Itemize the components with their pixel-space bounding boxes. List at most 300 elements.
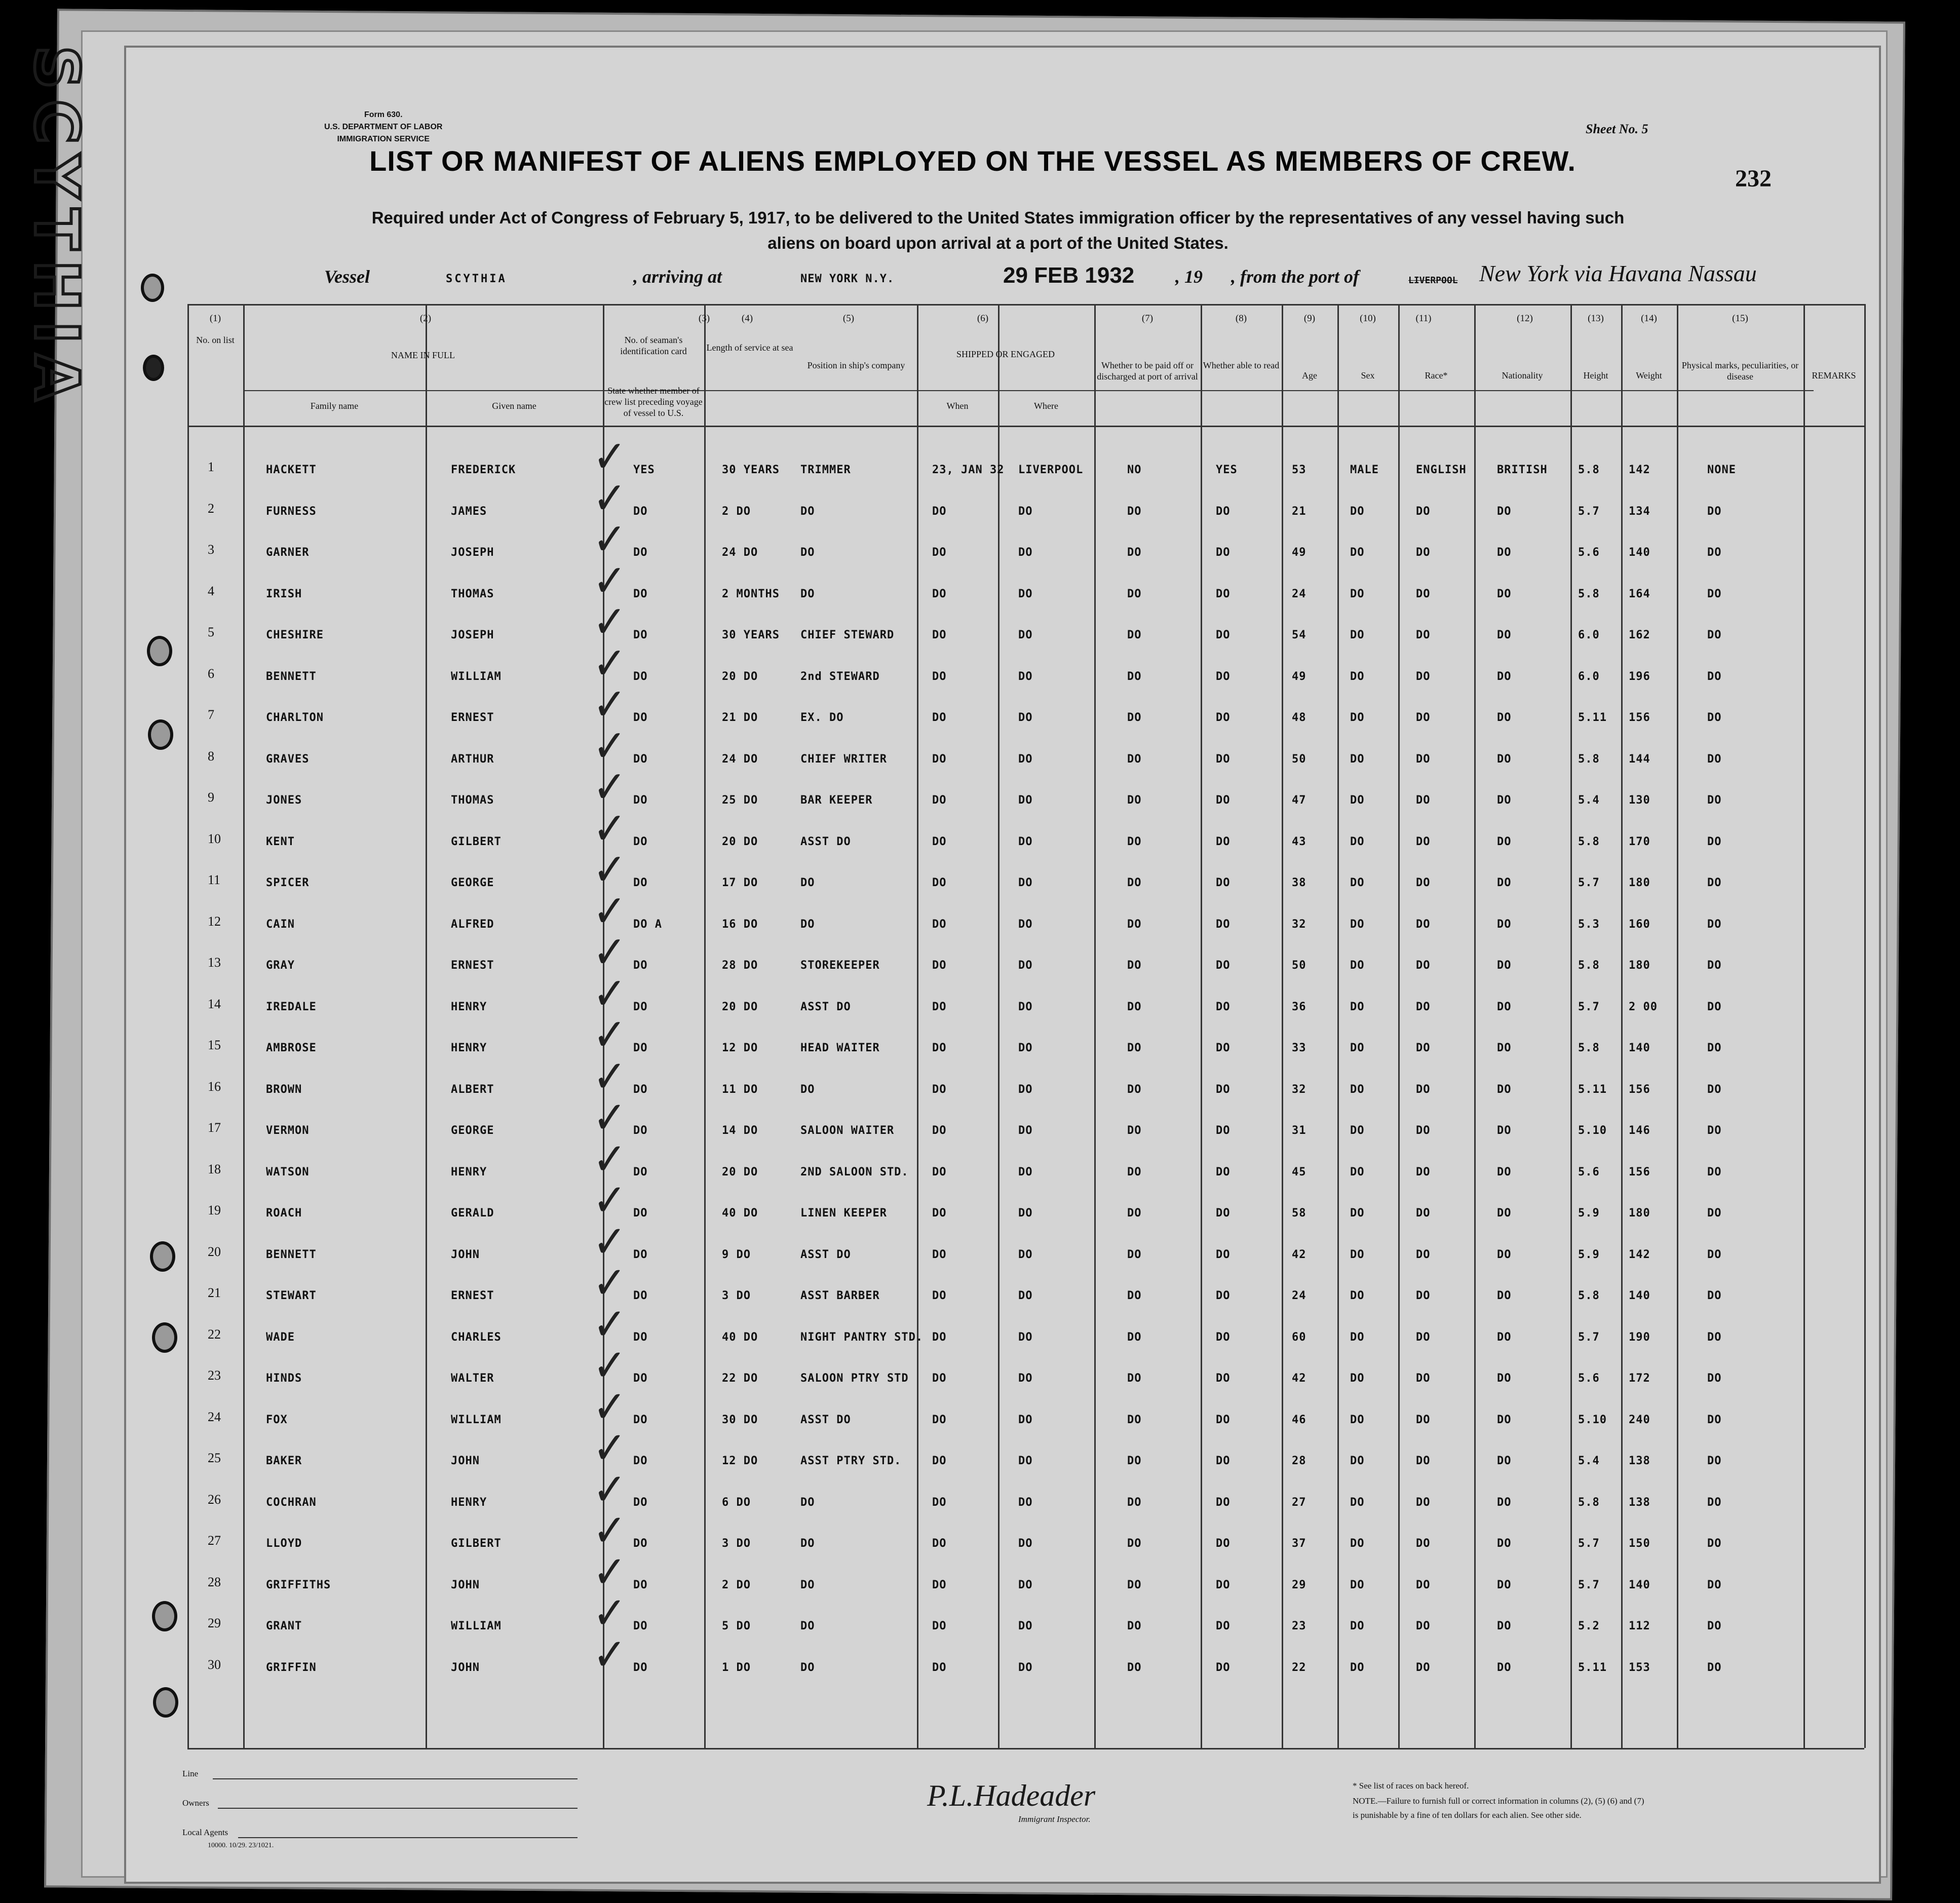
cell-where: DO bbox=[1018, 1620, 1033, 1632]
cell-sex: DO bbox=[1350, 1207, 1365, 1220]
cell-family: FOX bbox=[266, 1413, 288, 1426]
cell-age: 49 bbox=[1292, 546, 1306, 559]
column-header-able-to-read: Whether able to read bbox=[1203, 360, 1280, 370]
cell-paid: DO bbox=[1127, 1000, 1142, 1013]
cell-race: DO bbox=[1416, 1042, 1431, 1054]
cell-service: 28 DO bbox=[722, 959, 758, 972]
cell-sex: DO bbox=[1350, 1042, 1365, 1054]
cell-crew: DO bbox=[633, 1083, 648, 1096]
column-rule bbox=[1677, 304, 1678, 1748]
cell-race: DO bbox=[1416, 1578, 1431, 1591]
column-header-length-of-service: Length of service at sea bbox=[706, 342, 793, 353]
sheet-number: Sheet No. 5 bbox=[1586, 122, 1648, 136]
cell-given: HENRY bbox=[451, 1000, 487, 1013]
row-number: 28 bbox=[208, 1574, 221, 1589]
cell-where: DO bbox=[1018, 794, 1033, 807]
cell-where: DO bbox=[1018, 1537, 1033, 1550]
cell-nat: BRITISH bbox=[1497, 464, 1548, 476]
cell-position: HEAD WAITER bbox=[800, 1042, 880, 1054]
cell-crew: DO bbox=[633, 1289, 648, 1302]
column-header-weight: Weight bbox=[1636, 370, 1662, 380]
cell-paid: DO bbox=[1127, 711, 1142, 724]
cell-crew: DO bbox=[633, 794, 648, 807]
cell-where: DO bbox=[1018, 1413, 1033, 1426]
cell-crew: DO bbox=[633, 1000, 648, 1013]
column-rule bbox=[243, 304, 245, 1748]
cell-paid: DO bbox=[1127, 877, 1142, 889]
cell-age: 24 bbox=[1292, 1289, 1306, 1302]
cell-sex: DO bbox=[1350, 1165, 1365, 1178]
column-header-family-name: Family name bbox=[310, 401, 359, 411]
column-rule bbox=[1803, 304, 1805, 1748]
column-rule bbox=[1474, 304, 1476, 1748]
form-header: Form 630. U.S. DEPARTMENT OF LABOR IMMIGRATION SERVICE bbox=[324, 110, 443, 143]
rule bbox=[218, 1808, 578, 1809]
cell-marks: DO bbox=[1707, 1165, 1722, 1178]
cell-weight: 172 bbox=[1629, 1372, 1650, 1385]
cell-when: DO bbox=[932, 1083, 947, 1096]
cell-given: GERALD bbox=[451, 1207, 494, 1220]
column-header-remarks: REMARKS bbox=[1812, 370, 1856, 380]
check-mark: ✓ bbox=[593, 596, 627, 648]
cell-family: GRIFFIN bbox=[266, 1661, 317, 1674]
check-mark: ✓ bbox=[593, 1174, 627, 1226]
cell-family: FURNESS bbox=[266, 505, 317, 518]
cell-given: WILLIAM bbox=[451, 670, 502, 683]
cell-sex: DO bbox=[1350, 1455, 1365, 1467]
cell-family: COCHRAN bbox=[266, 1496, 317, 1509]
cell-weight: 180 bbox=[1629, 959, 1650, 972]
cell-nat: DO bbox=[1497, 959, 1512, 972]
cell-race: DO bbox=[1416, 546, 1431, 559]
cell-crew: DO bbox=[633, 1455, 648, 1467]
cell-age: 53 bbox=[1292, 464, 1306, 476]
cell-family: CHARLTON bbox=[266, 711, 324, 724]
cell-crew: DO bbox=[633, 1124, 648, 1137]
cell-when: DO bbox=[932, 752, 947, 766]
cell-service: 20 DO bbox=[722, 1000, 758, 1013]
cell-race: DO bbox=[1416, 1413, 1431, 1426]
cell-given: GEORGE bbox=[451, 1124, 494, 1137]
cell-weight: 153 bbox=[1629, 1661, 1650, 1674]
cell-nat: DO bbox=[1497, 1083, 1512, 1096]
cell-age: 33 bbox=[1292, 1042, 1306, 1054]
cell-age: 32 bbox=[1292, 1083, 1306, 1096]
cell-race: DO bbox=[1416, 1496, 1431, 1509]
cell-given: JOSEPH bbox=[451, 546, 494, 559]
cell-marks: DO bbox=[1707, 794, 1722, 807]
cell-when: DO bbox=[932, 1372, 947, 1385]
cell-race: DO bbox=[1416, 1372, 1431, 1385]
cell-weight: 170 bbox=[1629, 835, 1650, 848]
cell-position: ASST DO bbox=[800, 1413, 851, 1426]
cell-age: 47 bbox=[1292, 794, 1306, 807]
row-number: 26 bbox=[208, 1492, 221, 1507]
cell-crew: DO bbox=[633, 752, 648, 766]
cell-when: DO bbox=[932, 1413, 947, 1426]
check-mark: ✓ bbox=[593, 1215, 627, 1268]
cell-paid: DO bbox=[1127, 1413, 1142, 1426]
cell-crew: DO bbox=[633, 1578, 648, 1591]
arriving-label: , arriving at bbox=[633, 267, 722, 287]
row-number: 10 bbox=[208, 831, 221, 846]
cell-sex: DO bbox=[1350, 1578, 1365, 1591]
cell-position: NIGHT PANTRY STD. bbox=[800, 1330, 924, 1344]
check-mark: ✓ bbox=[593, 431, 627, 483]
cell-nat: DO bbox=[1497, 1413, 1512, 1426]
cell-race: DO bbox=[1416, 918, 1431, 931]
races-note: * See list of races on back hereof. bbox=[1353, 1781, 1469, 1791]
cell-position: DO bbox=[800, 1661, 815, 1674]
cell-service: 11 DO bbox=[722, 1083, 758, 1096]
row-number: 4 bbox=[208, 583, 214, 598]
cell-read: DO bbox=[1216, 1496, 1231, 1509]
cell-marks: DO bbox=[1707, 670, 1722, 683]
cell-marks: DO bbox=[1707, 1537, 1722, 1550]
cell-weight: 180 bbox=[1629, 877, 1650, 889]
cell-service: 9 DO bbox=[722, 1248, 751, 1261]
cell-weight: 160 bbox=[1629, 918, 1650, 931]
cell-paid: DO bbox=[1127, 1248, 1142, 1261]
cell-height: 5.8 bbox=[1578, 1496, 1600, 1509]
cell-where: DO bbox=[1018, 1661, 1033, 1674]
cell-marks: NONE bbox=[1707, 464, 1736, 476]
cell-race: DO bbox=[1416, 1248, 1431, 1261]
line-label: Line bbox=[182, 1769, 199, 1778]
row-number: 25 bbox=[208, 1451, 221, 1465]
cell-given: THOMAS bbox=[451, 587, 494, 600]
cell-read: DO bbox=[1216, 835, 1231, 848]
cell-read: DO bbox=[1216, 1455, 1231, 1467]
column-header-shipped-or-engaged: SHIPPED OR ENGAGED bbox=[956, 349, 1055, 359]
cell-marks: DO bbox=[1707, 835, 1722, 848]
cell-weight: 140 bbox=[1629, 1289, 1650, 1302]
cell-height: 5.8 bbox=[1578, 835, 1600, 848]
cell-given: ERNEST bbox=[451, 711, 494, 724]
cell-height: 5.11 bbox=[1578, 711, 1607, 724]
column-number: (4) bbox=[741, 313, 753, 324]
cell-height: 5.7 bbox=[1578, 1330, 1600, 1344]
cell-marks: DO bbox=[1707, 1289, 1722, 1302]
cell-nat: DO bbox=[1497, 835, 1512, 848]
cell-sex: DO bbox=[1350, 1124, 1365, 1137]
cell-where: DO bbox=[1018, 1578, 1033, 1591]
cell-position: DO bbox=[800, 546, 815, 559]
cell-family: JONES bbox=[266, 794, 302, 807]
cell-family: HINDS bbox=[266, 1372, 302, 1385]
cell-weight: 112 bbox=[1629, 1620, 1650, 1632]
cell-paid: DO bbox=[1127, 1578, 1142, 1591]
cell-race: DO bbox=[1416, 1537, 1431, 1550]
cell-age: 22 bbox=[1292, 1661, 1306, 1674]
cell-service: 6 DO bbox=[722, 1496, 751, 1509]
cell-position: 2ND SALOON STD. bbox=[800, 1165, 909, 1178]
cell-crew: DO bbox=[633, 1620, 648, 1632]
cell-age: 24 bbox=[1292, 587, 1306, 600]
cell-crew: DO bbox=[633, 1330, 648, 1344]
cell-nat: DO bbox=[1497, 1330, 1512, 1344]
row-number: 22 bbox=[208, 1326, 221, 1342]
cell-given: GILBERT bbox=[451, 1537, 502, 1550]
cell-weight: 140 bbox=[1629, 546, 1650, 559]
cell-paid: DO bbox=[1127, 1496, 1142, 1509]
cell-weight: 190 bbox=[1629, 1330, 1650, 1344]
column-rule bbox=[1864, 304, 1866, 1748]
cell-nat: DO bbox=[1497, 1496, 1512, 1509]
cell-family: SPICER bbox=[266, 877, 310, 889]
cell-sex: DO bbox=[1350, 587, 1365, 600]
cell-family: GRAVES bbox=[266, 752, 310, 766]
cell-where: DO bbox=[1018, 1165, 1033, 1178]
cell-marks: DO bbox=[1707, 1372, 1722, 1385]
check-mark: ✓ bbox=[593, 1091, 627, 1144]
cell-service: 14 DO bbox=[722, 1124, 758, 1137]
cell-height: 5.10 bbox=[1578, 1124, 1607, 1137]
cell-paid: DO bbox=[1127, 546, 1142, 559]
cell-race: DO bbox=[1416, 1000, 1431, 1013]
cell-weight: 240 bbox=[1629, 1413, 1650, 1426]
column-header-sex: Sex bbox=[1361, 370, 1375, 380]
cell-position: DO bbox=[800, 505, 815, 518]
cell-position: DO bbox=[800, 918, 815, 931]
cell-family: CAIN bbox=[266, 918, 295, 931]
cell-marks: DO bbox=[1707, 752, 1722, 766]
cell-where: DO bbox=[1018, 505, 1033, 518]
cell-age: 28 bbox=[1292, 1455, 1306, 1467]
cell-height: 5.7 bbox=[1578, 1537, 1600, 1550]
check-mark: ✓ bbox=[593, 1298, 627, 1350]
cell-given: JOHN bbox=[451, 1578, 480, 1591]
row-number: 17 bbox=[208, 1120, 221, 1135]
column-rule bbox=[917, 304, 918, 1748]
column-header-where: Where bbox=[1034, 401, 1058, 411]
cell-where: DO bbox=[1018, 546, 1033, 559]
arriving-port: NEW YORK N.Y. bbox=[800, 273, 895, 285]
cell-nat: DO bbox=[1497, 711, 1512, 724]
cell-where: DO bbox=[1018, 918, 1033, 931]
cell-given: ERNEST bbox=[451, 1289, 494, 1302]
cell-age: 27 bbox=[1292, 1496, 1306, 1509]
cell-service: 20 DO bbox=[722, 670, 758, 683]
cell-read: DO bbox=[1216, 546, 1231, 559]
cell-marks: DO bbox=[1707, 918, 1722, 931]
check-mark: ✓ bbox=[593, 1050, 627, 1102]
cell-weight: 142 bbox=[1629, 1248, 1650, 1261]
rule bbox=[213, 1778, 578, 1779]
column-rule bbox=[1570, 304, 1572, 1748]
cell-crew: DO bbox=[633, 629, 648, 641]
cell-age: 29 bbox=[1292, 1578, 1306, 1591]
cell-position: DO bbox=[800, 1620, 815, 1632]
cell-weight: 134 bbox=[1629, 505, 1650, 518]
cell-nat: DO bbox=[1497, 1578, 1512, 1591]
cell-height: 5.6 bbox=[1578, 1372, 1600, 1385]
cell-position: ASST BARBER bbox=[800, 1289, 880, 1302]
cell-given: HENRY bbox=[451, 1496, 487, 1509]
rule bbox=[187, 426, 1864, 427]
cell-read: DO bbox=[1216, 1413, 1231, 1426]
row-number: 21 bbox=[208, 1285, 221, 1300]
cell-height: 5.4 bbox=[1578, 1455, 1600, 1467]
column-number: (6) bbox=[977, 313, 989, 324]
cell-age: 58 bbox=[1292, 1207, 1306, 1220]
binder-label: SCYTHIA bbox=[21, 46, 91, 411]
cell-nat: DO bbox=[1497, 1042, 1512, 1054]
cell-given: HENRY bbox=[451, 1165, 487, 1178]
column-rule bbox=[1282, 304, 1283, 1748]
rule bbox=[187, 304, 1864, 306]
cell-crew: DO bbox=[633, 835, 648, 848]
cell-height: 5.2 bbox=[1578, 1620, 1600, 1632]
cell-weight: 162 bbox=[1629, 629, 1650, 641]
cell-age: 60 bbox=[1292, 1330, 1306, 1344]
cell-service: 22 DO bbox=[722, 1372, 758, 1385]
cell-where: DO bbox=[1018, 587, 1033, 600]
cell-paid: DO bbox=[1127, 752, 1142, 766]
cell-service: 2 MONTHS bbox=[722, 587, 780, 600]
cell-paid: DO bbox=[1127, 918, 1142, 931]
row-number: 18 bbox=[208, 1161, 221, 1176]
cell-nat: DO bbox=[1497, 794, 1512, 807]
check-mark: ✓ bbox=[593, 1545, 627, 1598]
cell-paid: DO bbox=[1127, 1165, 1142, 1178]
cell-sex: DO bbox=[1350, 1537, 1365, 1550]
cell-when: DO bbox=[932, 1124, 947, 1137]
cell-read: DO bbox=[1216, 877, 1231, 889]
cell-age: 32 bbox=[1292, 918, 1306, 931]
cell-sex: DO bbox=[1350, 1330, 1365, 1344]
cell-where: DO bbox=[1018, 1000, 1033, 1013]
cell-when: DO bbox=[932, 1578, 947, 1591]
punch-hole bbox=[152, 1322, 177, 1353]
inspector-signature: P.L.Hadeader bbox=[927, 1779, 1096, 1812]
check-mark: ✓ bbox=[593, 1422, 627, 1474]
check-mark: ✓ bbox=[593, 1587, 627, 1639]
column-rule bbox=[426, 304, 427, 1748]
cell-weight: 138 bbox=[1629, 1455, 1650, 1467]
cell-where: DO bbox=[1018, 711, 1033, 724]
cell-race: DO bbox=[1416, 1661, 1431, 1674]
cell-paid: DO bbox=[1127, 1042, 1142, 1054]
column-header-given-name: Given name bbox=[492, 401, 536, 411]
cell-where: DO bbox=[1018, 1455, 1033, 1467]
row-number: 12 bbox=[208, 914, 221, 929]
cell-when: DO bbox=[932, 835, 947, 848]
cell-when: DO bbox=[932, 1330, 947, 1344]
cell-nat: DO bbox=[1497, 1207, 1512, 1220]
cell-paid: DO bbox=[1127, 1330, 1142, 1344]
from-port-handwritten: New York via Havana Nassau bbox=[1479, 260, 1757, 286]
cell-read: DO bbox=[1216, 587, 1231, 600]
row-number: 19 bbox=[208, 1203, 221, 1217]
cell-where: DO bbox=[1018, 670, 1033, 683]
cell-race: DO bbox=[1416, 505, 1431, 518]
cell-position: CHIEF STEWARD bbox=[800, 629, 895, 641]
cell-height: 5.8 bbox=[1578, 464, 1600, 476]
row-number: 13 bbox=[208, 955, 221, 970]
cell-family: CHESHIRE bbox=[266, 629, 324, 641]
cell-age: 43 bbox=[1292, 835, 1306, 848]
cell-weight: 196 bbox=[1629, 670, 1650, 683]
cell-read: DO bbox=[1216, 1042, 1231, 1054]
cell-marks: DO bbox=[1707, 1042, 1722, 1054]
cell-position: DO bbox=[800, 1537, 815, 1550]
cell-race: DO bbox=[1416, 877, 1431, 889]
cell-service: 2 DO bbox=[722, 1578, 751, 1591]
row-number: 8 bbox=[208, 748, 214, 764]
cell-paid: DO bbox=[1127, 587, 1142, 600]
cell-age: 21 bbox=[1292, 505, 1306, 518]
rule bbox=[187, 1748, 1864, 1749]
cell-given: THOMAS bbox=[451, 794, 494, 807]
cell-read: DO bbox=[1216, 1620, 1231, 1632]
cell-paid: DO bbox=[1127, 1289, 1142, 1302]
cell-age: 50 bbox=[1292, 959, 1306, 972]
cell-weight: 156 bbox=[1629, 1083, 1650, 1096]
row-number: 23 bbox=[208, 1368, 221, 1383]
cell-family: WADE bbox=[266, 1330, 295, 1344]
column-number: (12) bbox=[1517, 313, 1533, 324]
column-header-position: Position in ship's company bbox=[807, 360, 905, 370]
column-number: (2) bbox=[419, 313, 432, 324]
cell-height: 5.11 bbox=[1578, 1083, 1607, 1096]
cell-family: BROWN bbox=[266, 1083, 302, 1096]
cell-sex: DO bbox=[1350, 711, 1365, 724]
cell-service: 24 DO bbox=[722, 546, 758, 559]
cell-read: DO bbox=[1216, 1289, 1231, 1302]
cell-service: 5 DO bbox=[722, 1620, 751, 1632]
cell-marks: DO bbox=[1707, 1124, 1722, 1137]
cell-crew: YES bbox=[633, 464, 655, 476]
cell-race: DO bbox=[1416, 752, 1431, 766]
from-port-typed: LIVERPOOL bbox=[1408, 275, 1458, 286]
cell-nat: DO bbox=[1497, 1124, 1512, 1137]
cell-marks: DO bbox=[1707, 1620, 1722, 1632]
cell-given: GILBERT bbox=[451, 835, 502, 848]
cell-age: 36 bbox=[1292, 1000, 1306, 1013]
cell-read: DO bbox=[1216, 1330, 1231, 1344]
cell-race: DO bbox=[1416, 835, 1431, 848]
cell-paid: DO bbox=[1127, 959, 1142, 972]
cell-weight: 156 bbox=[1629, 711, 1650, 724]
cell-marks: DO bbox=[1707, 1413, 1722, 1426]
cell-given: ARTHUR bbox=[451, 752, 494, 766]
cell-height: 6.0 bbox=[1578, 629, 1600, 641]
cell-marks: DO bbox=[1707, 1496, 1722, 1509]
cell-position: ASST DO bbox=[800, 1000, 851, 1013]
cell-given: WILLIAM bbox=[451, 1620, 502, 1632]
cell-where: DO bbox=[1018, 1496, 1033, 1509]
cell-height: 5.9 bbox=[1578, 1248, 1600, 1261]
cell-crew: DO bbox=[633, 1207, 648, 1220]
column-rule bbox=[998, 304, 1000, 1748]
row-number: 3 bbox=[208, 542, 214, 557]
cell-race: DO bbox=[1416, 587, 1431, 600]
cell-sex: DO bbox=[1350, 794, 1365, 807]
cell-paid: DO bbox=[1127, 1207, 1142, 1220]
cell-where: DO bbox=[1018, 1042, 1033, 1054]
cell-nat: DO bbox=[1497, 546, 1512, 559]
cell-where: DO bbox=[1018, 1083, 1033, 1096]
cell-when: DO bbox=[932, 1248, 947, 1261]
cell-height: 5.7 bbox=[1578, 1578, 1600, 1591]
row-number: 29 bbox=[208, 1616, 221, 1630]
cell-paid: DO bbox=[1127, 1083, 1142, 1096]
cell-when: DO bbox=[932, 877, 947, 889]
column-rule bbox=[1201, 304, 1202, 1748]
column-number: (15) bbox=[1732, 313, 1748, 324]
column-number: (8) bbox=[1235, 313, 1247, 324]
